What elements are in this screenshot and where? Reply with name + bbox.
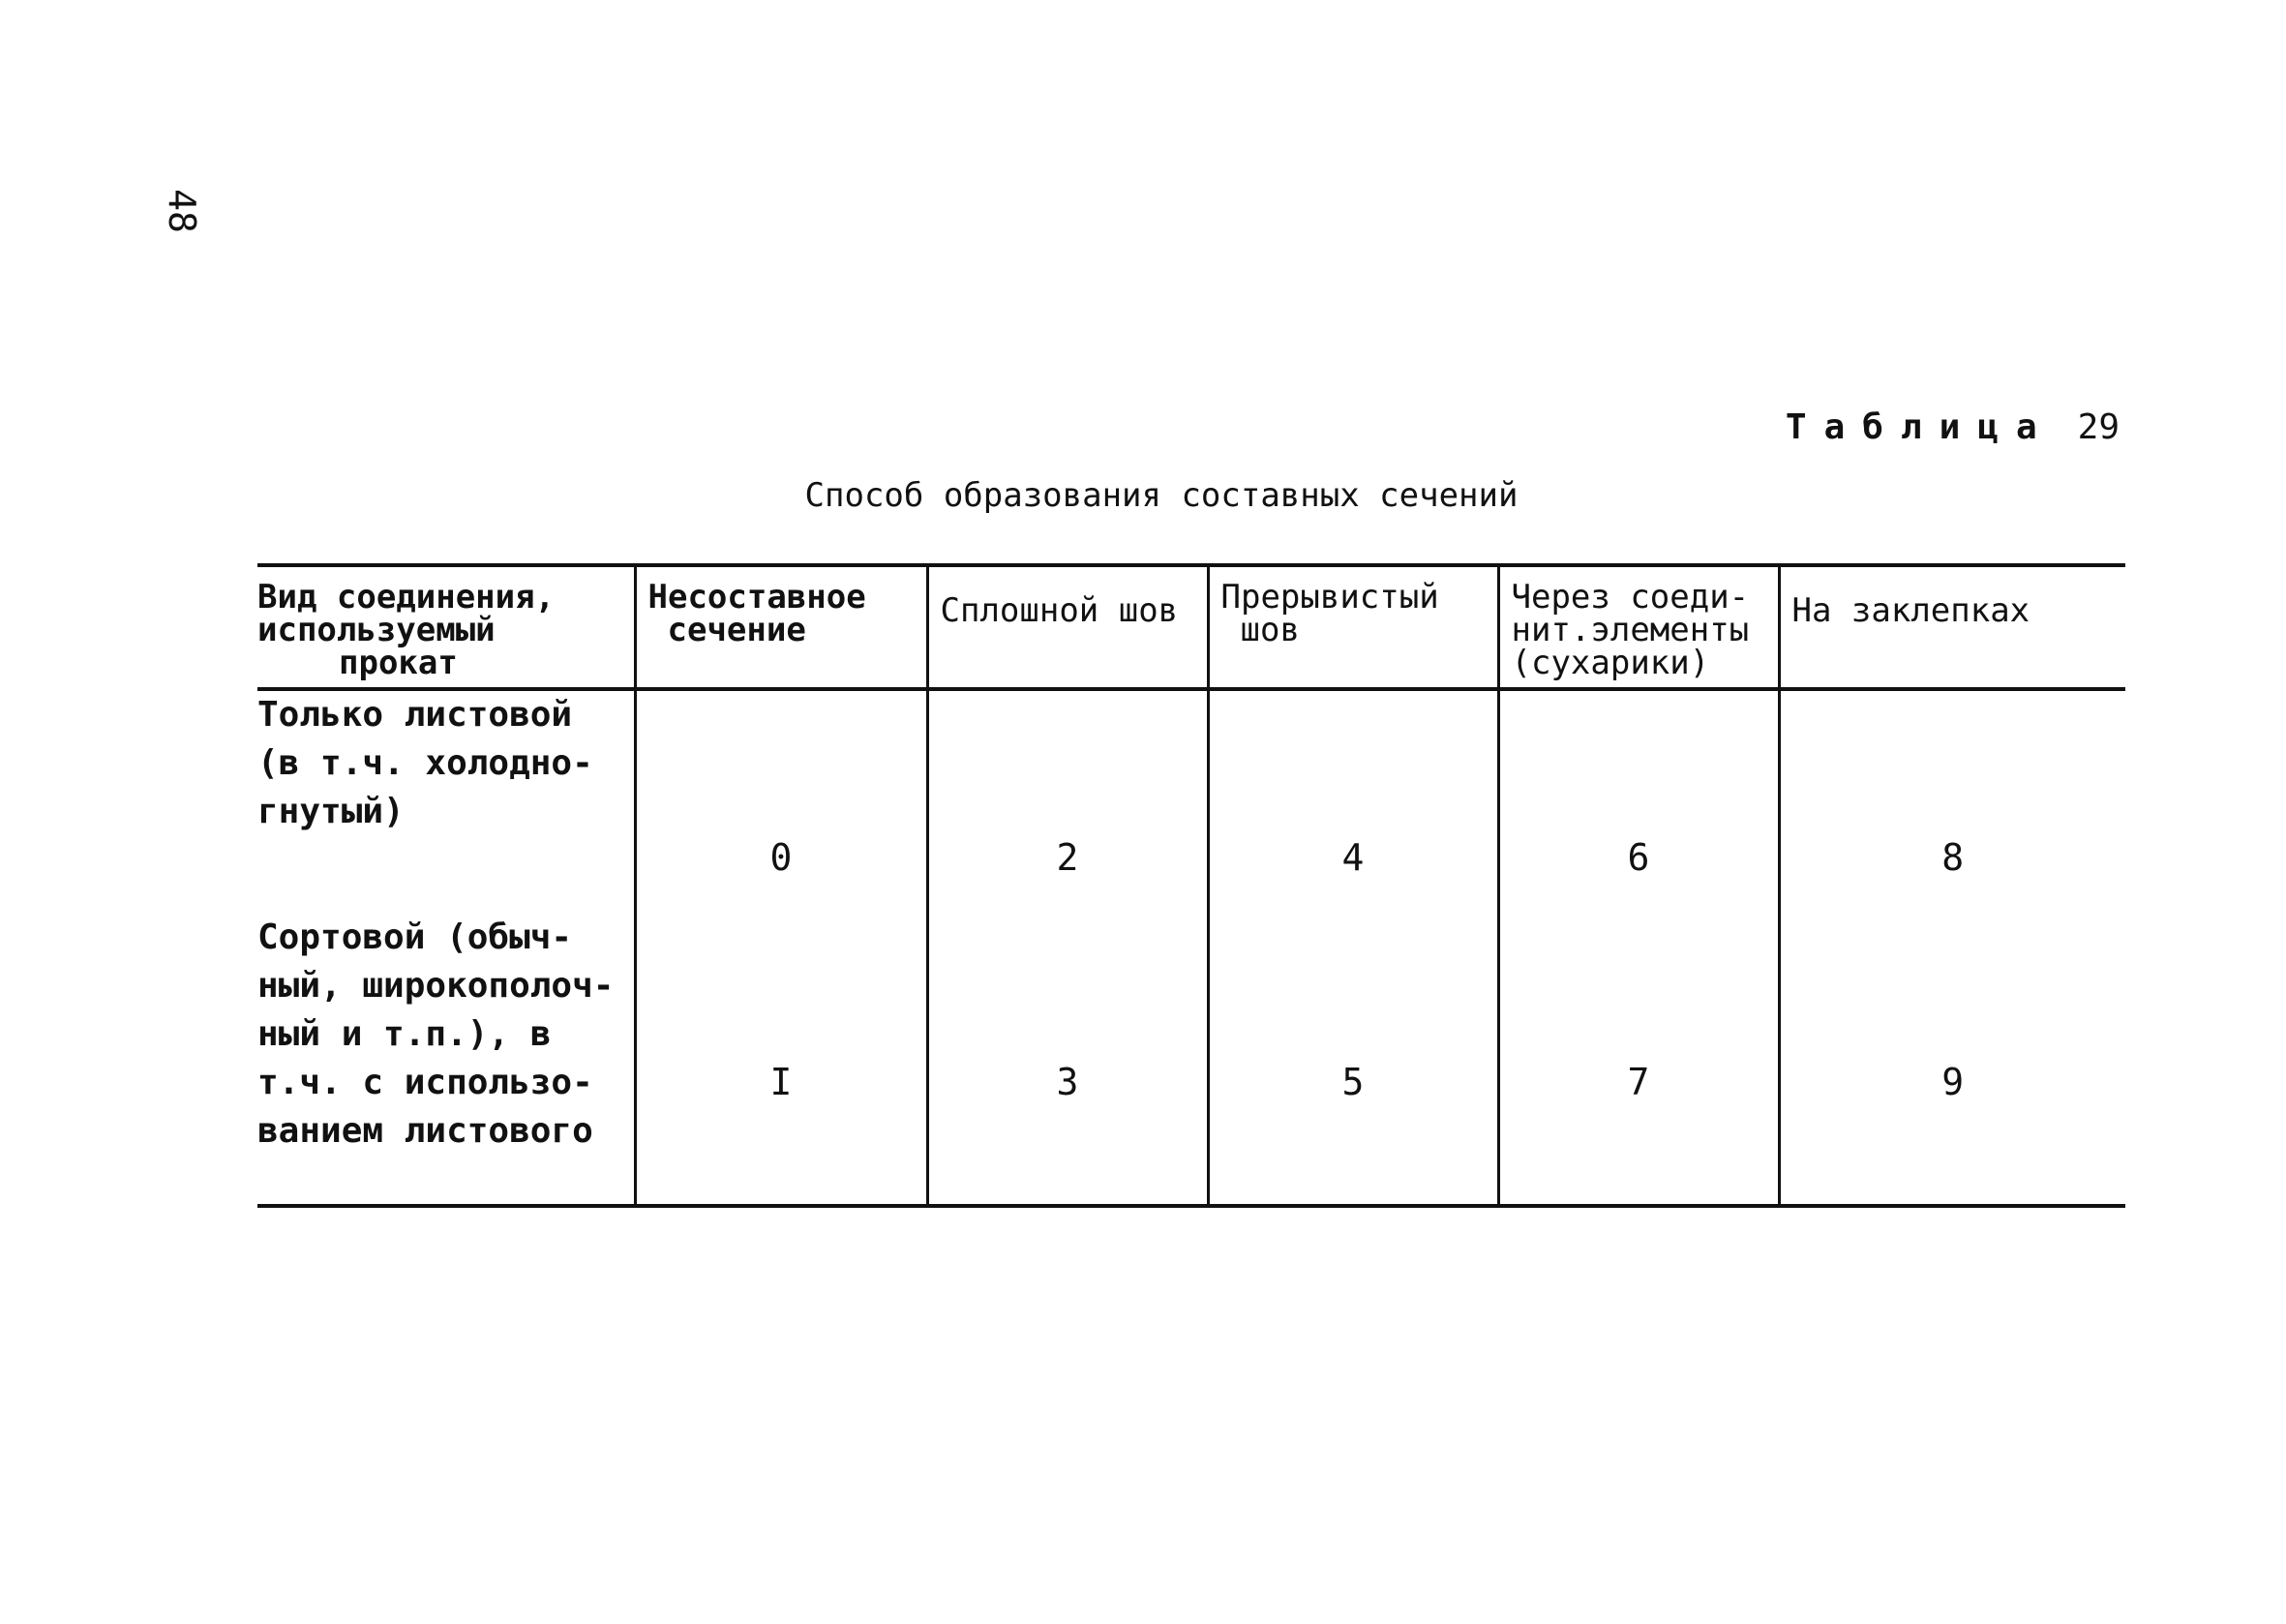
header-line: сечение xyxy=(667,611,806,649)
header-line: (сухарики) xyxy=(1511,644,1710,682)
table-cell xyxy=(635,914,927,1206)
table-label xyxy=(1742,406,2120,449)
header-line: нит.элементы xyxy=(1511,611,1750,649)
composite-sections-table xyxy=(257,563,2125,1208)
table-cell xyxy=(1779,914,2125,1206)
header-line: Через соеди- xyxy=(1511,578,1750,617)
cell-value: 9 xyxy=(1941,1061,1965,1103)
table-row xyxy=(257,914,2125,1206)
cell-value: 5 xyxy=(1341,1061,1365,1103)
row-label-line: ный и т.п.), в xyxy=(257,1014,552,1054)
header-line: прокат xyxy=(339,644,458,682)
cell-value: 3 xyxy=(1056,1061,1079,1103)
table-cell xyxy=(927,914,1208,1206)
header-line: используемый xyxy=(257,611,496,649)
row-label-line: (в т.ч. холодно- xyxy=(257,743,593,783)
cell-value: 0 xyxy=(769,836,793,879)
table-cell xyxy=(1208,914,1498,1206)
header-line: На заклепках xyxy=(1791,591,2030,630)
header-line: Несоставное xyxy=(647,578,866,617)
row-label-line: ванием листового xyxy=(257,1111,593,1151)
table-cell xyxy=(1208,689,1498,914)
row-label-line: Сортовой (обыч- xyxy=(257,917,573,957)
row-label-sheet xyxy=(257,689,635,914)
row-label-line: гнутый) xyxy=(257,792,405,831)
cell-value: I xyxy=(769,1061,793,1103)
table-cell xyxy=(1498,914,1779,1206)
cell-value: 8 xyxy=(1941,836,1965,879)
table-cell xyxy=(927,689,1208,914)
table-header-row xyxy=(257,565,2125,689)
table-cell xyxy=(635,689,927,914)
page-number: 48 xyxy=(161,189,203,233)
row-label-line: т.ч. с использо- xyxy=(257,1063,593,1102)
header-rivets xyxy=(1779,565,2125,689)
cell-value: 6 xyxy=(1627,836,1650,879)
cell-value: 2 xyxy=(1056,836,1079,879)
table-row xyxy=(257,689,2125,914)
header-intermittent-weld xyxy=(1208,565,1498,689)
table-caption: Способ образования составных сечений xyxy=(804,476,1519,515)
header-line: Сплошной шов xyxy=(940,591,1179,630)
header-line: Прерывистый xyxy=(1220,578,1439,617)
header-line: шов xyxy=(1240,611,1300,649)
row-label-line: Только листовой xyxy=(257,695,573,735)
table-label-number: 29 xyxy=(2077,407,2120,447)
cell-value: 4 xyxy=(1341,836,1365,879)
header-connection-type xyxy=(257,565,635,689)
header-continuous-weld xyxy=(927,565,1208,689)
table-cell xyxy=(1779,689,2125,914)
header-connecting-elements xyxy=(1498,565,1779,689)
header-non-composite xyxy=(635,565,927,689)
table-label-word: Таблица xyxy=(1785,407,2055,447)
cell-value: 7 xyxy=(1627,1061,1650,1103)
table-cell xyxy=(1498,689,1779,914)
row-label-section xyxy=(257,914,635,1206)
header-line: Вид соединения, xyxy=(257,578,556,617)
row-label-line: ный, широкополоч- xyxy=(257,966,615,1006)
